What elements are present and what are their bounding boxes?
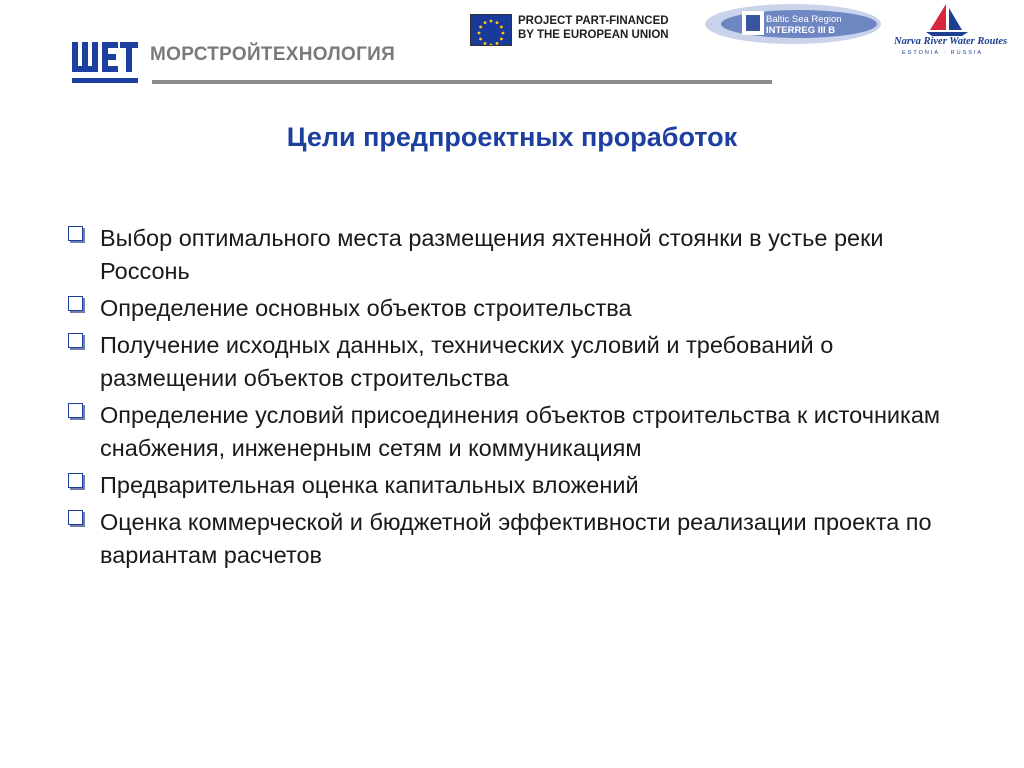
narva-title: Narva River Water Routes [894,36,1008,47]
bsr-line1: Baltic Sea Region [766,14,842,25]
baltic-sea-region-logo [704,2,882,46]
eu-text-line2: BY THE EUROPEAN UNION [518,29,669,41]
list-item [66,329,976,395]
eu-funding-text [518,14,688,42]
bullet-text: Оценка коммерческой и бюджетной эффективности реализации проекта по вариантам расчетов [100,509,932,568]
bullet-text: Получение исходных данных, технических условий и требований о размещении объектов строительства [100,332,834,391]
narva-river-logo [888,2,1024,60]
bullet-text: Выбор оптимального места размещения яхтенной стоянки в устье реки Россонь [100,225,884,284]
list-item [66,292,976,325]
checkbox-square-icon [68,333,83,348]
slide-title: Цели предпроектных проработок [286,122,738,152]
eu-text-line1: PROJECT PART-FINANCED [518,15,669,27]
list-item [66,222,976,288]
bullet-list [66,222,976,576]
header-divider [152,80,772,84]
checkbox-square-icon [68,473,83,488]
eu-flag-icon [470,14,512,46]
company-name: МОРСТРОЙТЕХНОЛОГИЯ [150,44,396,65]
bullet-text: Определение основных объектов строительства [100,295,632,321]
list-item [66,469,976,502]
list-item [66,399,976,465]
list-item [66,506,976,572]
bullet-text: Определение условий присоединения объектов строительства к источникам снабжения, инженерным сетям и коммуникациям [100,402,941,461]
narva-subtitle: ESTONIA · RUSSIA [902,50,984,56]
bullet-text: Предварительная оценка капитальных вложений [100,472,639,498]
header [0,0,1024,95]
sailboat-icon [922,2,972,38]
checkbox-square-icon [68,296,83,311]
checkbox-square-icon [68,403,83,418]
mst-logo-icon [72,42,138,86]
checkbox-square-icon [68,510,83,525]
checkbox-square-icon [68,226,83,241]
bsr-line2: INTERREG III B [766,25,836,36]
